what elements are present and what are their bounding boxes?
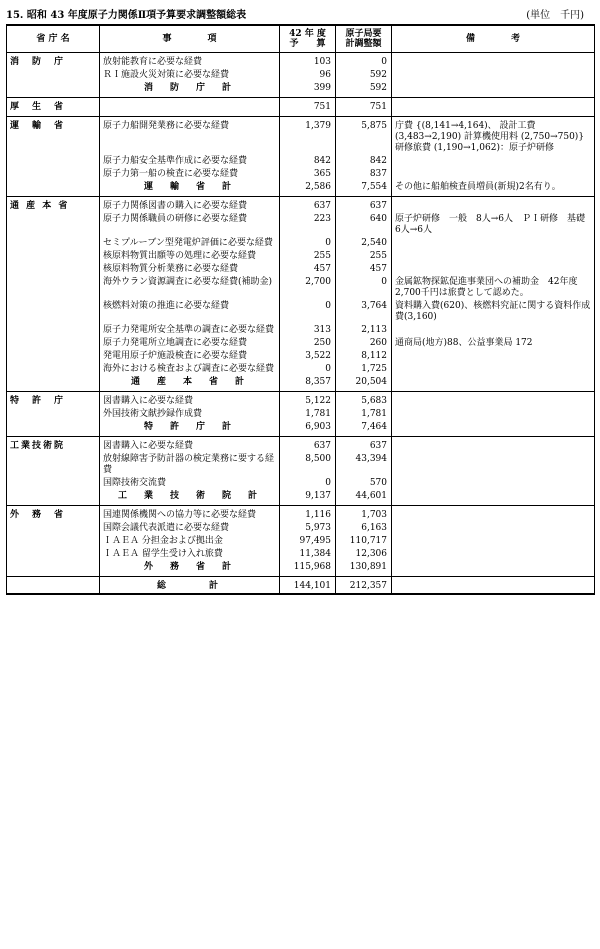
cell-request: 110,717 [336,535,392,548]
table-row [7,548,595,561]
cell-agency [7,535,100,548]
cell-note [392,53,595,70]
cell-item: 放射能教育に必要な経費 [100,53,280,70]
header-request: 原子局要 計調整額 [336,25,392,53]
table-row [7,506,595,523]
cell-agency [7,490,100,506]
cell-agency [7,548,100,561]
cell-note [392,577,595,595]
cell-request: 20,504 [336,376,392,392]
cell-agency [7,453,100,477]
cell-budget: 97,495 [280,535,336,548]
table-row [7,535,595,548]
cell-note [392,324,595,337]
cell-budget: 1,116 [280,506,336,523]
cell-agency: 特 許 庁 [7,392,100,409]
cell-note [392,237,595,250]
cell-request: 43,394 [336,453,392,477]
cell-item: 原子力発電所安全基準の調査に必要な経費 [100,324,280,337]
cell-item: 放射線障害予防計器の検定業務に要する経費 [100,453,280,477]
cell-subtotal-label: 工 業 技 術 院 計 [100,490,280,506]
table-row [7,437,595,454]
cell-note [392,350,595,363]
cell-item: セミプルーブン型発電炉評価に必要な経費 [100,237,280,250]
cell-note [392,548,595,561]
cell-budget: 8,357 [280,376,336,392]
table-row [7,453,595,477]
cell-budget: 842 [280,155,336,168]
cell-agency [7,350,100,363]
table-row [7,522,595,535]
cell-agency [7,181,100,197]
cell-request: 842 [336,155,392,168]
cell-note: 庁費 {(8,141→4,164)、 設計工費 (3,483→2,190) 計算機使用料 (2,750→750)} 研修旅費 (1,190→1,062)：原子炉研修 [392,117,595,156]
cell-item: 核原料物質分析業務に必要な経費 [100,263,280,276]
cell-agency [7,300,100,324]
cell-note [392,561,595,577]
cell-agency [7,276,100,300]
cell-agency [7,477,100,490]
cell-request: 7,464 [336,421,392,437]
header-item: 事 項 [100,25,280,53]
cell-request: 637 [336,197,392,214]
cell-budget: 6,903 [280,421,336,437]
cell-item: 国際技術交流費 [100,477,280,490]
cell-note [392,250,595,263]
table-body [7,53,595,595]
table-row [7,98,595,117]
cell-note [392,490,595,506]
cell-budget: 223 [280,213,336,237]
cell-budget: 8,500 [280,453,336,477]
cell-item: ＩＡＥＡ 分担金および拠出金 [100,535,280,548]
cell-agency [7,363,100,376]
cell-request: 3,764 [336,300,392,324]
cell-budget: 9,137 [280,490,336,506]
cell-request: 592 [336,82,392,98]
table-row [7,168,595,181]
cell-item: 海外における検査および調査に必要な経費 [100,363,280,376]
cell-budget: 250 [280,337,336,350]
cell-item: 図書購入に必要な経費 [100,437,280,454]
cell-item: 原子力第一船の検査に必要な経費 [100,168,280,181]
cell-request: 260 [336,337,392,350]
cell-item: 海外ウラン資源調査に必要な経費(補助金) [100,276,280,300]
table-row [7,237,595,250]
cell-note [392,98,595,117]
cell-note [392,197,595,214]
cell-item: 国際会議代表派遣に必要な経費 [100,522,280,535]
cell-note [392,376,595,392]
cell-request: 1,725 [336,363,392,376]
table-row [7,324,595,337]
cell-note [392,82,595,98]
cell-request: 212,357 [336,577,392,595]
cell-item: 原子力船開発業務に必要な経費 [100,117,280,156]
cell-request: 751 [336,98,392,117]
cell-item: ＲＩ施設火災対策に必要な経費 [100,69,280,82]
cell-agency: 外 務 省 [7,506,100,523]
cell-request: 2,113 [336,324,392,337]
cell-item: 原子力関係図書の購入に必要な経費 [100,197,280,214]
cell-request: 12,306 [336,548,392,561]
cell-agency: 厚 生 省 [7,98,100,117]
cell-note: その他に船舶検査員増員(新規)2名有り。 [392,181,595,197]
cell-agency [7,421,100,437]
cell-request: 1,781 [336,408,392,421]
cell-note: 資料購入費(620)、核燃料究証に関する資料作成費(3,160) [392,300,595,324]
header-budget: 42 年 度 予 算 [280,25,336,53]
cell-note [392,477,595,490]
cell-budget: 1,379 [280,117,336,156]
cell-agency [7,213,100,237]
cell-item: 原子力船安全基準作成に必要な経費 [100,155,280,168]
cell-budget: 0 [280,300,336,324]
cell-budget: 2,586 [280,181,336,197]
cell-item: 国連関係機関への協力等に必要な経費 [100,506,280,523]
cell-budget: 1,781 [280,408,336,421]
cell-agency [7,168,100,181]
cell-item: 発電用原子炉施設検査に必要な経費 [100,350,280,363]
cell-note [392,363,595,376]
cell-request: 8,112 [336,350,392,363]
cell-request: 6,163 [336,522,392,535]
cell-subtotal-label: 外 務 省 計 [100,561,280,577]
cell-agency [7,237,100,250]
cell-note: 金属鉱物探鉱促進事業団への補助金 42年度 2,700千円は旅費として認めた。 [392,276,595,300]
header-agency: 省 庁 名 [7,25,100,53]
cell-request: 837 [336,168,392,181]
cell-note [392,421,595,437]
page-title: 15. 昭和 43 年度原子力関係Ⅱ項予算要求調整額総表 [6,10,247,21]
cell-budget: 637 [280,197,336,214]
cell-budget: 0 [280,237,336,250]
cell-note: 通商局(地方)88、公益事業局 172 [392,337,595,350]
cell-budget: 103 [280,53,336,70]
cell-request: 130,891 [336,561,392,577]
cell-subtotal-label: 総 計 [100,577,280,595]
cell-note [392,155,595,168]
cell-budget: 11,384 [280,548,336,561]
cell-budget: 2,700 [280,276,336,300]
cell-agency [7,522,100,535]
cell-budget: 115,968 [280,561,336,577]
table-row [7,117,595,156]
cell-subtotal-label: 消 防 庁 計 [100,82,280,98]
cell-request: 44,601 [336,490,392,506]
header-row [7,25,595,53]
table-row [7,363,595,376]
cell-request: 2,540 [336,237,392,250]
cell-note [392,408,595,421]
cell-agency: 通 産 本 省 [7,197,100,214]
cell-request: 1,703 [336,506,392,523]
cell-item [100,98,280,117]
cell-agency [7,577,100,595]
table-row [7,337,595,350]
table-row [7,276,595,300]
cell-budget: 255 [280,250,336,263]
table-row [7,155,595,168]
cell-request: 640 [336,213,392,237]
cell-note [392,535,595,548]
cell-budget: 457 [280,263,336,276]
table-row [7,477,595,490]
cell-budget: 399 [280,82,336,98]
budget-table [6,24,595,595]
page-header [6,6,594,20]
cell-budget: 313 [280,324,336,337]
cell-request: 0 [336,276,392,300]
table-row [7,250,595,263]
unit-label: (単位 千円) [526,10,584,21]
cell-budget: 5,973 [280,522,336,535]
cell-request: 457 [336,263,392,276]
cell-item: ＩＡＥＡ 留学生受け入れ旅費 [100,548,280,561]
cell-item: 図書購入に必要な経費 [100,392,280,409]
table-row [7,350,595,363]
cell-budget: 0 [280,363,336,376]
header-note: 備 考 [392,25,595,53]
cell-budget: 3,522 [280,350,336,363]
cell-subtotal-label: 運 輸 省 計 [100,181,280,197]
cell-agency [7,408,100,421]
cell-note [392,263,595,276]
cell-note [392,69,595,82]
cell-subtotal-label: 通 産 本 省 計 [100,376,280,392]
cell-budget: 365 [280,168,336,181]
cell-request: 255 [336,250,392,263]
cell-budget: 144,101 [280,577,336,595]
table-row [7,300,595,324]
cell-budget: 0 [280,477,336,490]
table-row [7,197,595,214]
cell-request: 7,554 [336,181,392,197]
table-row [7,577,595,595]
table-row [7,82,595,98]
cell-agency: 運 輸 省 [7,117,100,156]
cell-item: 核原料物質出願等の処理に必要な経費 [100,250,280,263]
cell-agency [7,263,100,276]
cell-item: 核燃料対策の推進に必要な経費 [100,300,280,324]
cell-agency [7,376,100,392]
cell-request: 5,683 [336,392,392,409]
cell-request: 0 [336,53,392,70]
cell-agency [7,82,100,98]
cell-note [392,453,595,477]
cell-note [392,437,595,454]
cell-budget: 96 [280,69,336,82]
cell-subtotal-label: 特 許 庁 計 [100,421,280,437]
cell-agency: 消 防 庁 [7,53,100,70]
cell-agency: 工業技術院 [7,437,100,454]
cell-item: 原子力関係職員の研修に必要な経費 [100,213,280,237]
cell-request: 637 [336,437,392,454]
cell-agency [7,250,100,263]
cell-note: 原子炉研修 一般 8人→6人 ＰＩ研修 基礎 6人→6人 [392,213,595,237]
cell-agency [7,155,100,168]
cell-item: 外国技術文献抄録作成費 [100,408,280,421]
table-row [7,69,595,82]
cell-item: 原子力発電所立地調査に必要な経費 [100,337,280,350]
table-row [7,263,595,276]
cell-budget: 637 [280,437,336,454]
table-row [7,392,595,409]
cell-request: 570 [336,477,392,490]
table-row [7,421,595,437]
table-row [7,181,595,197]
cell-note [392,522,595,535]
cell-agency [7,337,100,350]
cell-budget: 5,122 [280,392,336,409]
table-row [7,53,595,70]
cell-agency [7,561,100,577]
table-row [7,213,595,237]
cell-agency [7,69,100,82]
table-row [7,376,595,392]
cell-note [392,392,595,409]
table-row [7,490,595,506]
table-row [7,408,595,421]
cell-agency [7,324,100,337]
table-row [7,561,595,577]
cell-request: 592 [336,69,392,82]
cell-note [392,506,595,523]
cell-budget: 751 [280,98,336,117]
cell-note [392,168,595,181]
cell-request: 5,875 [336,117,392,156]
